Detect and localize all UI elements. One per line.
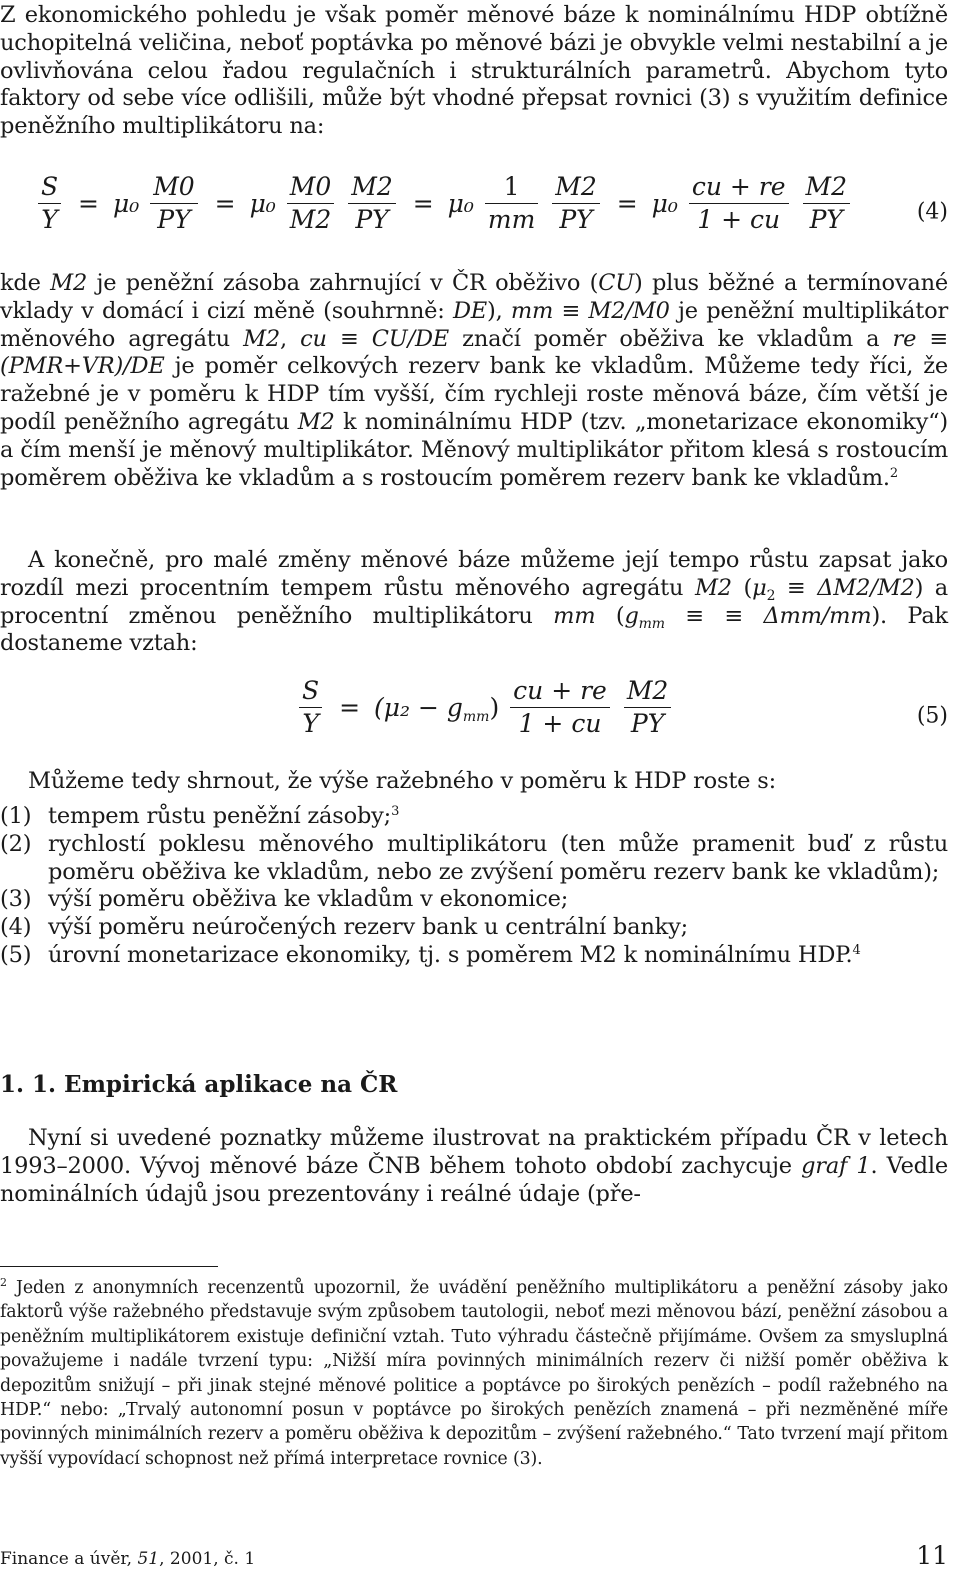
eq4-f6-num: cu + re	[689, 172, 789, 204]
footnote-2	[0, 1276, 948, 1471]
text-run: ≡	[775, 574, 818, 601]
math-var: M2	[694, 574, 732, 601]
list-item	[0, 942, 948, 970]
eq4-f2-num: M0	[287, 172, 335, 204]
text-run: Nyní si uvedené poznatky můžeme ilustrovat na praktickém případu ČR v letech 1993–2000. Vývoj měnové báze ČNB během tohoto období zachycuje	[0, 1125, 948, 1179]
journal-volume: 51	[137, 1549, 160, 1569]
eq5-equals: =	[339, 693, 361, 722]
footnote-divider	[0, 1266, 218, 1267]
paragraph-summary: Můžeme tedy shrnout, že výše ražebného v poměru k HDP roste s:	[28, 768, 776, 794]
math-var: M2	[297, 408, 335, 435]
eq5-f2-num: M2	[624, 676, 672, 708]
text-run: . Vedle nominálních údajů jsou prezentovány i reálné údaje (pře-	[0, 1152, 949, 1207]
text-run: (	[731, 574, 753, 601]
text-run: A konečně, pro malé změny měnové báze můžeme její tempo růstu zapsat jako rozdíl mezi procentním tempem růstu měnového agregátu	[0, 547, 948, 601]
eq4-equals-1: =	[78, 189, 99, 218]
math-var: mm	[553, 602, 596, 629]
text-run: je peněžní zásoba zahrnující v ČR oběživo (	[87, 270, 599, 296]
eq4-equals-3: =	[412, 189, 434, 218]
text-run: ). Pak dostaneme vztah:	[0, 602, 948, 657]
eq5-paren-close: )	[489, 693, 500, 722]
page-number: 11	[916, 1541, 948, 1570]
list-item-number: (3)	[0, 886, 32, 913]
math-var: CU	[598, 270, 635, 296]
paragraph-definitions	[0, 270, 948, 492]
journal-name: Finance a úvěr,	[0, 1549, 138, 1569]
text-run: k nominálnímu HDP (tzv. „monetarizace ekonomiky“) a čím menší je měnový multiplikátor. Měnový multiplikátor přitom klesá s rostoucím poměrem oběživa ke vkladům a s rostoucím poměrem rezerv bank ke vkladům.	[0, 408, 948, 491]
math-subscript: 2	[766, 587, 776, 604]
eq4-mu0-1: μ₀	[112, 189, 140, 218]
footnote-ref-3[interactable]: 3	[391, 804, 400, 819]
eq4-f5-den: PY	[559, 205, 593, 234]
eq5-subscript: mm	[462, 709, 490, 725]
list-item-text: rychlostí poklesu měnového multiplikátoru (ten může pramenit buď z růstu poměru oběživa ke vkladům, nebo ze zvýšení poměru rezerv bank ke vkladům);	[48, 830, 948, 885]
eq5-f2-den: PY	[630, 709, 665, 738]
footnote-text: Jeden z anonymních recenzentů upozornil, že uvádění peněžního multiplikátoru a peněžní zásoby jako faktorů výše ražebného představuje svým způsobem tautologii, neboť mezi měnovou bází, peněžní zásobou a peněžním multiplikátorem existuje definiční vztah. Tuto výhradu částečně přijímáme. Ovšem za smysluplná považujeme i nadále tvrzení typu: „Nižší míra povinných minimálních rezerv či nižší poměr oběživa k depozitům snižují – při jinak stejné měnové politice a poptávce po širokých penězích – podíl ražebného na HDP.“ nebo: „Trvalý autonomní posun v poptávce po širokých penězích znamená – při nezměněné míře povinných minimálních rezerv a poměru oběživa k depozitům – zvýšení ražebného.“ Tato tvrzení mají přitom vyšší vypovídací schopnost než přímá interpretace rovnice (3).	[0, 1278, 948, 1469]
list-item	[0, 831, 948, 887]
eq4-equals-4: =	[616, 189, 638, 218]
list-item-text: výší poměru neúročených rezerv bank u centrální banky;	[48, 914, 688, 941]
eq4-f4-num: 1	[485, 172, 538, 204]
eq4-mu0-2: μ₀	[249, 189, 276, 218]
text-run: (	[595, 602, 625, 629]
eq4-f5-num: M2	[552, 172, 600, 204]
eq5-lhs-den: Y	[302, 709, 319, 738]
list-item-number: (5)	[0, 941, 32, 968]
paragraph-empirical	[0, 1125, 948, 1208]
list-item	[0, 886, 948, 914]
text-run: ) plus běžné a termínované vklady v domácí i cizí měně (souhrnně:	[0, 270, 948, 324]
eq4-equals-2: =	[214, 189, 236, 218]
figure-reference[interactable]: graf 1	[801, 1152, 871, 1179]
equation-4	[0, 172, 948, 252]
text-run: ) a procentní změnou peněžního multiplikátoru	[0, 574, 949, 629]
journal-issue: , 2001, č. 1	[159, 1549, 256, 1569]
eq4-f7-den: PY	[809, 205, 843, 234]
eq4-f4-den: mm	[487, 205, 536, 234]
footnote-ref-2[interactable]: 2	[889, 465, 898, 481]
list-item	[0, 803, 948, 831]
equation-5-number: (5)	[916, 703, 948, 729]
math-var: DE	[452, 297, 488, 324]
list-item-text: tempem růstu peněžní zásoby;	[48, 803, 392, 829]
text-run: ≡ ≡	[664, 602, 764, 629]
eq4-mu0-3: μ₀	[447, 189, 474, 218]
list-item-text: úrovní monetarizace ekonomiky, tj. s poměrem M2 k nominálnímu HDP.	[48, 941, 853, 968]
eq4-lhs-num: S	[38, 172, 61, 204]
eq5-f1-den: 1 + cu	[518, 709, 602, 738]
math-expr: ΔM2/M2	[817, 574, 915, 601]
text-run: kde	[0, 270, 51, 296]
factor-list	[0, 803, 948, 970]
text-run: je peněžní multiplikátor měnového agregátu	[0, 297, 949, 352]
eq5-paren-expr	[374, 693, 500, 725]
math-var: M2	[243, 325, 281, 352]
footnote-ref-4[interactable]: 4	[852, 942, 861, 958]
eq4-f1-num: M0	[150, 172, 198, 204]
text-run: značí poměr oběživa ke vkladům a	[449, 325, 893, 352]
eq5-f1-num: cu + re	[510, 676, 610, 708]
eq4-f6-den: 1 + cu	[697, 205, 781, 234]
list-item-number: (4)	[0, 914, 32, 941]
math-var: μ	[752, 574, 767, 601]
eq5-paren-open: (μ₂ − g	[374, 693, 463, 722]
math-subscript: mm	[638, 615, 665, 632]
text-run: ),	[487, 297, 511, 324]
equation-4-number: (4)	[916, 199, 948, 225]
math-expr: re ≡ (PMR+VR)/DE	[0, 325, 948, 380]
text-run: je poměr celkových rezerv bank ke vkladům. Můžeme tedy říci, že ražebné je v poměru k HDP tím vyšší, čím rychleji roste měnová báze, čím větší je podíl peněžního agregátu	[0, 353, 948, 435]
math-var: M2	[50, 270, 88, 296]
math-expr: Δmm/mm	[763, 602, 872, 629]
list-item-number: (1)	[0, 803, 32, 829]
text-run: ,	[280, 325, 301, 352]
list-item	[0, 914, 948, 942]
paragraph-intro: Z ekonomického pohledu je však poměr měnové báze k nominálnímu HDP obtížně uchopitelná veličina, neboť poptávka po měnové bázi je obvykle velmi nestabilní a je ovlivňována celou řadou regulačních i strukturálních parametrů. Abychom tyto faktory od sebe více odlišili, může být vhodné přepsat rovnici (3) s využitím definice peněžního multiplikátoru na:	[0, 2, 948, 140]
paragraph-growth-rate	[0, 547, 948, 658]
math-expr: mm ≡ M2/M0	[510, 297, 670, 324]
eq5-lhs-num: S	[299, 676, 322, 708]
eq4-mu0-4: μ₀	[651, 189, 678, 218]
section-heading: 1. 1. Empirická aplikace na ČR	[0, 1071, 398, 1098]
footnote-number: 2	[0, 1276, 7, 1289]
equation-5	[0, 676, 948, 756]
journal-citation	[0, 1549, 255, 1569]
eq4-f1-den: PY	[157, 205, 191, 234]
math-expr: cu ≡ CU/DE	[300, 325, 450, 352]
eq4-lhs-den: Y	[41, 205, 58, 234]
eq4-f2-den: M2	[289, 205, 332, 234]
list-item-text: výší poměru oběživa ke vkladům v ekonomice;	[48, 886, 569, 913]
eq4-f7-num: M2	[803, 172, 851, 204]
eq4-f3-num: M2	[348, 172, 396, 204]
list-item-number: (2)	[0, 830, 32, 857]
eq4-f3-den: PY	[355, 205, 389, 234]
math-var: g	[624, 602, 639, 629]
